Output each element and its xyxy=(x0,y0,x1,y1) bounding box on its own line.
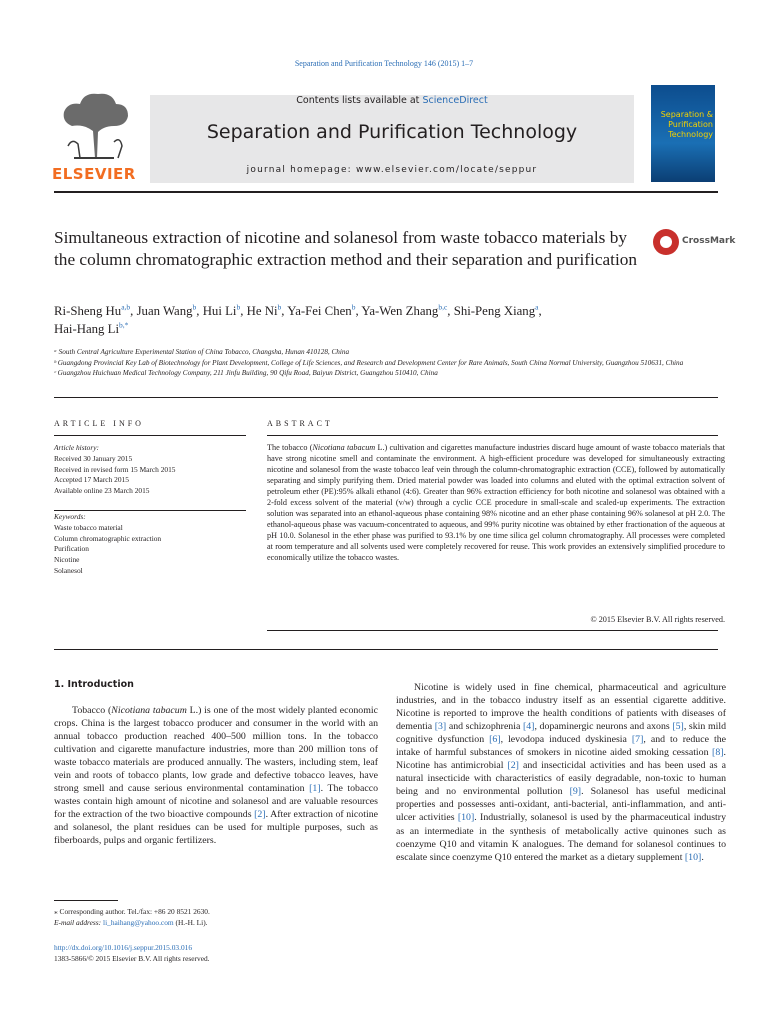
issn-copyright: 1383-5866/© 2015 Elsevier B.V. All rights reserved. xyxy=(54,954,210,963)
paragraph-text: . Nicotine has antimicrobial xyxy=(396,747,726,772)
journal-reference[interactable]: Separation and Purification Technology 146 (2015) 1–7 xyxy=(294,59,474,68)
author-name: He Ni xyxy=(246,304,278,318)
author-affil-mark[interactable]: b xyxy=(192,302,197,312)
author-name: Hui Li xyxy=(202,304,237,318)
article-info-rule xyxy=(54,435,246,436)
citation-link[interactable]: [6] xyxy=(489,734,501,746)
article-info-heading: ARTICLE INFO xyxy=(54,419,144,428)
author-affil-mark[interactable]: b xyxy=(236,302,241,312)
affiliation-item: ᵇ Guangdong Provincial Key Lab of Biotechnology for Plant Development, College of Life Sciences, and Research and Development Center for Rare Animals, South China Normal University, Guangzhou 510631, China xyxy=(54,358,684,367)
article-title: Simultaneous extraction of nicotine and solanesol from waste tobacco materials by the column chromatographic extraction method and their separation and purification xyxy=(54,228,638,269)
paragraph-text: . Solanesol has useful medicinal properties and possesses anti-oxidant, anti-bacterial, anti-inflammation, and anti-ulcer activities xyxy=(396,786,727,824)
author-affil-mark[interactable]: b,c xyxy=(438,302,448,312)
citation-link[interactable]: [4] xyxy=(522,721,535,733)
header-divider xyxy=(54,191,718,193)
article-history-label: Article history: xyxy=(54,443,99,452)
history-item: Received 30 January 2015 xyxy=(54,453,133,463)
introduction-paragraph: Tobacco (Nicotiana tabacum L.) is one of the most widely planted economic crops. China is the largest tobacco producer and consumer in the world with an annual tobacco production reached 400–500 million tons. In the tobacco cultivation and cigarette manufacture industries, more than 200 million tons of waste tobacco materials are produced annually. The wasters, including stem, leaf vein and roots of tobacco plants, low grade and defective tobacco leaves, have strong smell and cause serious environmental contamination [1]. The tobacco wastes contain high amount of nicotine and solanesol and are valuable resources for the extraction of the two bioactive compounds [2]. After extraction of nicotine and solanesol, the plant residues can be used for multiple purposes, such as fiberboards, pulps and organic fertilizers. xyxy=(54,705,379,847)
corresponding-author: ⁎ Corresponding author. Tel./fax: +86 20 8521 2630. xyxy=(54,907,210,916)
affiliations xyxy=(54,347,744,379)
citation-link[interactable]: [9] xyxy=(569,786,582,798)
crossmark-label[interactable]: CrossMark xyxy=(682,236,736,246)
paragraph-text: . xyxy=(701,851,704,863)
citation-link[interactable]: [10] xyxy=(457,812,475,824)
section-divider xyxy=(54,397,718,398)
author-name: Hai-Hang Li xyxy=(54,322,120,336)
article-history xyxy=(54,443,254,497)
citation-link[interactable]: [2] xyxy=(254,809,266,821)
author-name: Ri-Sheng Hu xyxy=(54,304,122,318)
introduction-heading: 1. Introduction xyxy=(54,679,134,690)
paragraph-text: and insecticidal activities and has been used as a natural insecticide with characteristics of easily degradable, non-toxic to human being and no environmental pollution xyxy=(396,760,726,798)
author-affil-mark[interactable]: b xyxy=(351,302,356,312)
keyword-item: Nicotine xyxy=(54,555,80,565)
keyword-item: Column chromatographic extraction xyxy=(54,533,162,543)
journal-cover-title: Separation & Purification Technology xyxy=(660,110,713,139)
introduction-paragraph xyxy=(396,681,726,864)
keywords xyxy=(54,512,254,577)
abstract-rule xyxy=(267,435,718,436)
author-name: Ya-Fei Chen xyxy=(287,304,352,318)
history-item: Received in revised form 15 March 2015 xyxy=(54,464,176,474)
email-link[interactable]: li_haihang@yahoo.com xyxy=(103,918,174,927)
crossmark-icon-center xyxy=(660,236,672,248)
keyword-item: Purification xyxy=(54,544,89,554)
keyword-item: Solanesol xyxy=(54,565,83,575)
publisher-wordmark: ELSEVIER xyxy=(52,165,136,183)
abstract-copyright: © 2015 Elsevier B.V. All rights reserved. xyxy=(590,615,725,624)
footnote-rule xyxy=(54,900,118,901)
author-name: Shi-Peng Xiang xyxy=(453,304,536,318)
author-name: Ya-Wen Zhang xyxy=(361,304,439,318)
doi-link[interactable]: http://dx.doi.org/10.1016/j.seppur.2015.03.016 xyxy=(54,943,193,952)
author-affil-mark[interactable]: b,* xyxy=(119,320,129,330)
contents-line: Contents lists available at ScienceDirect xyxy=(296,95,488,106)
email-line: E-mail address: li_haihang@yahoo.com (H.-H. Li). xyxy=(54,918,208,927)
abstract-rule xyxy=(267,630,718,631)
section-divider xyxy=(54,649,718,650)
citation-link[interactable]: [3] xyxy=(434,721,447,733)
author-affil-mark[interactable]: b xyxy=(277,302,282,312)
journal-title: Separation and Purification Technology xyxy=(206,121,578,143)
paragraph-text: , levodopa induced dyskinesia xyxy=(500,734,632,746)
keywords-label: Keywords: xyxy=(54,512,86,521)
abstract-text: The tobacco (Nicotiana tabacum L.) cultivation and cigarettes manufacture industries discard huge amount of waste tobacco materials that have strong nicotine smell and contaminate the environment. A high-efficient procedure was developed for simultaneously extracting nicotine and solanesol from the waste tobacco leaf vein through the column-chromatographic extraction (CCE), followed by automatically separating and simply purifying them. Dried material powder was loaded into columns and eluted with the optimal extraction solvent of petroleum ether (PE):95% alkali ethanol (4:6). Greater than 96% extraction efficiency for both nicotine and solanesol was obtained with a 2-fold excess solvent of the material (v/w) through a cyclic CCE procedure in small-scale and scaled-up experiments. The extraction solution was separated into an ethanol-aqueous phase containing 98% nicotine and an ether phase containing 96% solanesol at pH 2.0. The ethanol-aqueous phase was vacuum-concentrated to aqueous, and 99% purity nicotine was obtained by ether fractionation of the aqueous at pH 10.0. Solanesol in the ether phase was purified to 93.1% by one time silica gel column chromatography. All processes were completed at room temperature and all solvents used were completely recovered for reuse. This work provides an extensively simplified procedure to economically utilize the tobacco wastes. xyxy=(267,443,725,562)
author-list: Ri-Sheng Hu$^{a,b}$, Juan Wang$^b$, Hui Li$^b$, He Ni$^b$, Ya-Fei Chen$^b$, Ya-Wen Zhang$^{b,c}$, Shi-Peng Xiang$^a$, Hai-Hang $Li^{b,*}$ xyxy=(54,302,542,336)
citation-link[interactable]: [1] xyxy=(309,783,321,795)
paragraph-text: and schizophrenia xyxy=(446,721,523,733)
keyword-item: Waste tobacco material xyxy=(54,522,123,532)
history-item: Available online 23 March 2015 xyxy=(54,486,150,496)
author-affil-mark[interactable]: a xyxy=(535,302,539,312)
article-info-rule xyxy=(54,510,246,511)
abstract-heading: ABSTRACT xyxy=(267,419,333,428)
journal-homepage[interactable]: journal homepage: www.elsevier.com/locate/seppur xyxy=(246,165,538,175)
citation-link[interactable]: [8] xyxy=(712,747,724,759)
sciencedirect-link[interactable]: ScienceDirect xyxy=(422,95,488,106)
author-affil-mark[interactable]: a,b xyxy=(121,302,131,312)
citation-link[interactable]: [7] xyxy=(631,734,644,746)
citation-link[interactable]: [2] xyxy=(507,760,519,772)
history-item: Accepted 17 March 2015 xyxy=(54,475,129,485)
corresponding-author-note xyxy=(54,906,374,928)
paragraph-text: , and to reduce the intake of harmful substances of smokers in nicotine aided smoking cessation xyxy=(396,734,726,759)
author-name: Juan Wang xyxy=(136,304,193,318)
paragraph-text: Nicotine is widely used in fine chemical, pharmaceutical and agriculture industries, and in the tobacco industry itself as an essential cigarette additive. Nicotine is reported to improve the health conditions of patients with diseases of dementia xyxy=(396,682,726,733)
affiliation-item: ᵃ South Central Agriculture Experimental Station of China Tobacco, Changsha, Hunan 410128, China xyxy=(54,348,350,356)
paragraph-text: , skin mild cognitive dysfunction xyxy=(396,721,727,746)
paragraph-text: . Industrially, solanesol is used by the pharmaceutical industry as an intermediate in the synthesis of metabolically active quinones such as coenzyme Q10 and vitamin K analogues. The demand for solanesol continues to escalate since coenzyme Q10 entered the market as a dietary supplement xyxy=(396,812,726,863)
paragraph-text: , dopaminergic neurons and axons xyxy=(534,721,673,733)
affiliation-item: ᶜ Guangzhou Huichuan Medical Technology Company, 211 Jinfu Building, 90 Qifu Road, Baiyun District, Guangzhou 510410, China xyxy=(54,369,438,377)
citation-link[interactable]: [10] xyxy=(684,851,702,863)
citation-link[interactable]: [5] xyxy=(672,721,684,733)
